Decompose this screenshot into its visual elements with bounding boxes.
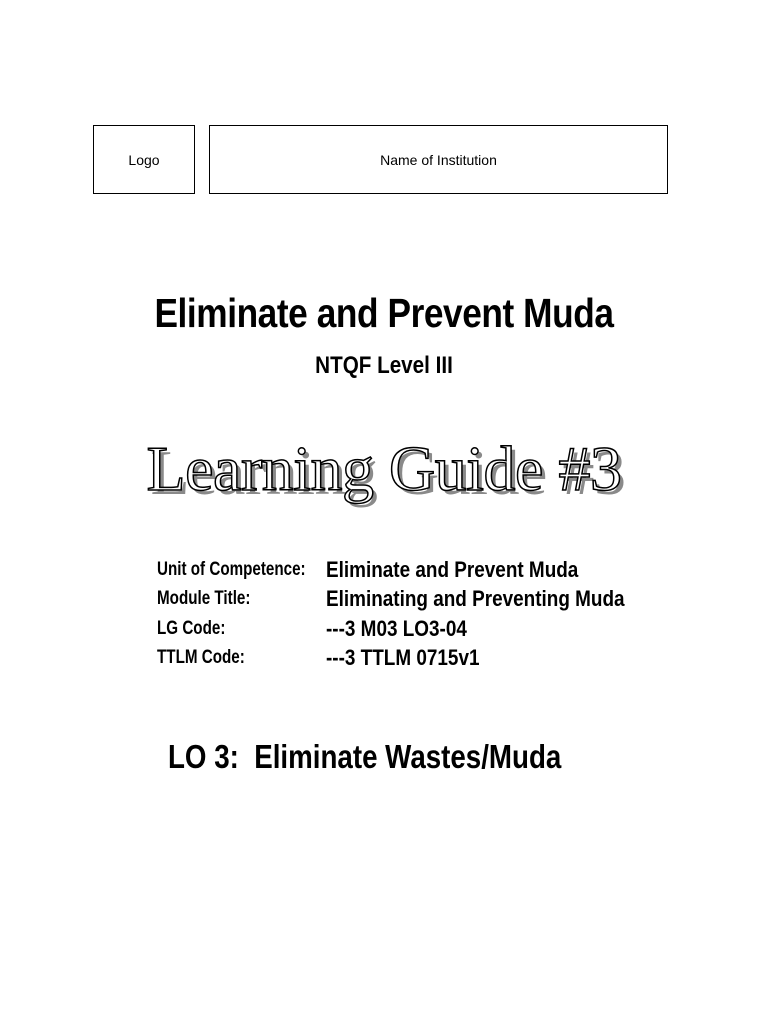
document-title: Eliminate and Prevent Muda (154, 290, 614, 336)
institution-name-label: Name of Institution (380, 151, 497, 168)
meta-value: Eliminate and Prevent Muda (326, 556, 579, 582)
meta-value: ---3 TTLM 0715v1 (326, 645, 480, 671)
learning-guide-heading: Learning Guide #3 (146, 433, 622, 504)
meta-label: TTLM Code: (157, 647, 245, 669)
logo-box (93, 125, 195, 194)
guide-metadata (157, 555, 673, 673)
meta-row-module (157, 585, 673, 615)
logo-label: Logo (128, 151, 160, 168)
meta-value: Eliminating and Preventing Muda (326, 586, 625, 612)
meta-label: LG Code: (157, 617, 226, 639)
meta-value: ---3 M03 LO3-04 (326, 615, 467, 641)
meta-label: Module Title: (157, 588, 251, 610)
ntqf-level: NTQF Level III (315, 352, 453, 379)
learning-outcome-heading: LO 3: Eliminate Wastes/Muda (168, 738, 562, 775)
meta-label: Unit of Competence: (157, 558, 306, 580)
meta-row-lg-code (157, 614, 673, 644)
meta-row-ttlm-code (157, 644, 673, 674)
meta-row-unit (157, 555, 673, 585)
institution-name-box (209, 125, 668, 194)
